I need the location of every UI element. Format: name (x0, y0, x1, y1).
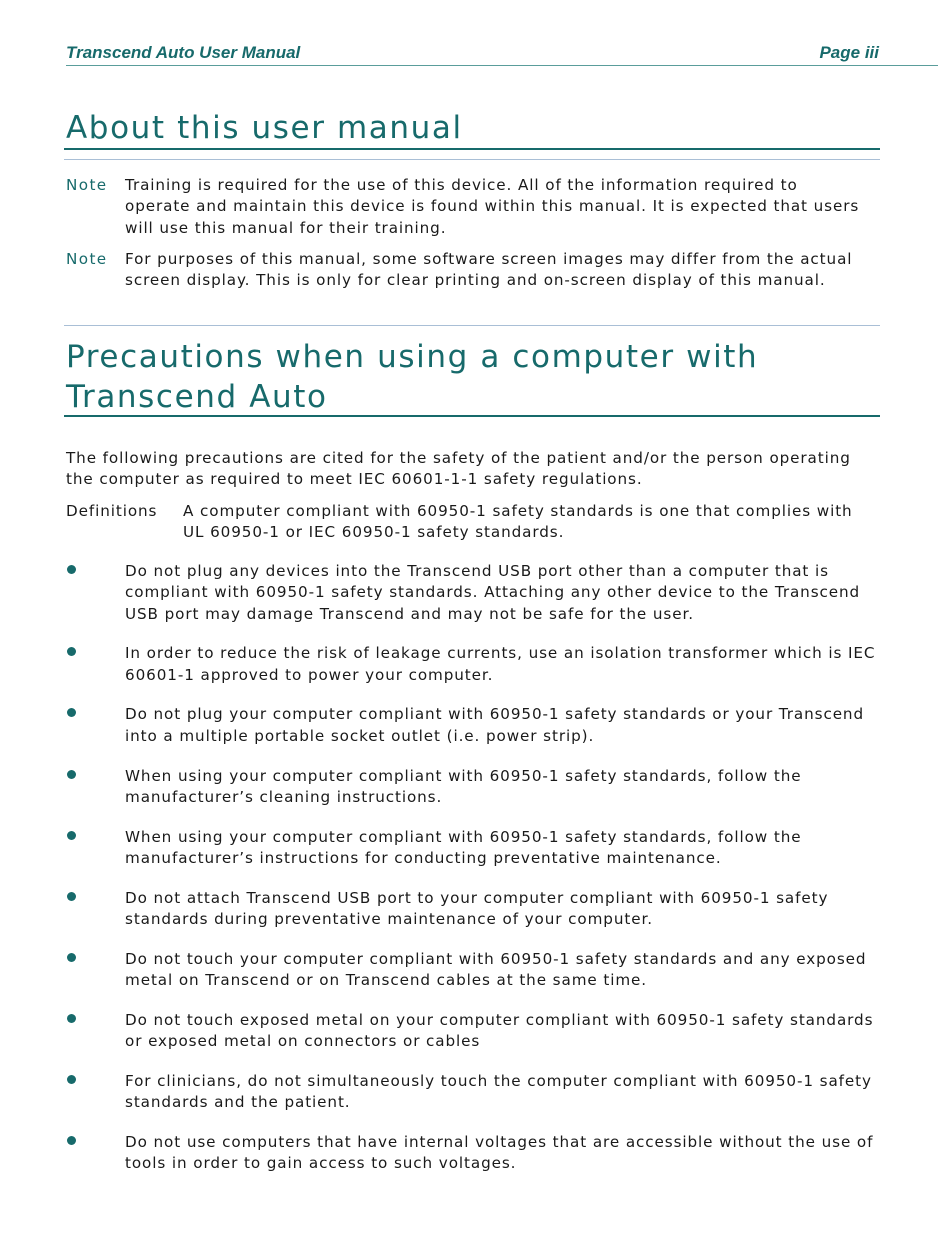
list-item (66, 827, 880, 870)
list-item (66, 949, 880, 992)
list-item-text: For clinicians, do not simultaneously touch the computer compliant with 60950-1 safety standards and the patient. (125, 1072, 872, 1112)
document-title: Transcend Auto User Manual (66, 43, 301, 62)
list-item-text: When using your computer compliant with 60950-1 safety standards, follow the manufacturer’s cleaning instructions. (125, 766, 802, 806)
header-divider (66, 65, 938, 66)
bullet-icon (67, 892, 76, 901)
page-number: Page iii (819, 43, 879, 62)
definitions-text: A computer compliant with 60950-1 safety standards is one that complies with UL 60950-1 or IEC 60950-1 safety standards. (183, 502, 853, 542)
precautions-heading-underline (64, 415, 880, 417)
precautions-heading-line2: Transcend Auto (66, 379, 328, 415)
precautions-heading (66, 337, 880, 417)
note-label: Note (66, 250, 108, 268)
list-item-text: When using your computer compliant with 60950-1 safety standards, follow the manufacturer’s instructions for conducting preventative maintenance. (125, 827, 802, 867)
list-item (66, 1132, 880, 1175)
list-item-text: In order to reduce the risk of leakage currents, use an isolation transformer which is IEC 60601-1 approved to power your computer. (125, 644, 876, 684)
about-heading: About this user manual (66, 110, 463, 146)
bullet-icon (67, 1075, 76, 1084)
list-item (66, 561, 880, 625)
note-text: For purposes of this manual, some software screen images may differ from the actual screen display. This is only for clear printing and on-screen display of this manual. (125, 250, 853, 290)
about-heading-subline (64, 159, 880, 160)
note-text: Training is required for the use of this device. All of the information required to operate and maintain this device is found within this manual. It is expected that users will use this manual for their training. (125, 176, 860, 237)
bullet-icon (67, 647, 76, 656)
bullet-icon (67, 953, 76, 962)
list-item-text: Do not touch exposed metal on your computer compliant with 60950-1 safety standards or exposed metal on connectors or cables (125, 1010, 874, 1051)
precautions-list (66, 561, 880, 1193)
list-item-text: Do not plug your computer compliant with 60950-1 safety standards or your Transcend into a multiple portable socket outlet (i.e. power strip). (125, 705, 865, 745)
about-heading-underline (64, 148, 880, 150)
bullet-icon (67, 770, 76, 779)
bullet-icon (67, 565, 76, 574)
list-item (66, 704, 880, 747)
page-header (66, 42, 879, 66)
bullet-icon (67, 831, 76, 840)
precautions-heading-line1: Precautions when using a computer with (66, 339, 759, 375)
list-item (66, 888, 880, 931)
list-item (66, 766, 880, 809)
list-item (66, 643, 880, 686)
list-item-text: Do not touch your computer compliant with 60950-1 safety standards and any exposed metal on Transcend or on Transcend cables at the same time. (125, 949, 867, 990)
note-label: Note (66, 176, 108, 194)
list-item-text: Do not attach Transcend USB port to your computer compliant with 60950-1 safety standards during preventative maintenance of your computer. (125, 888, 829, 929)
precautions-intro: The following precautions are cited for the safety of the patient and/or the person operating the computer as required to meet IEC 60601-1-1 safety regulations. (66, 449, 851, 489)
list-item-text: Do not plug any devices into the Transcend USB port other than a computer that is compliant with 60950-1 safety standards. Attaching any other device to the Transcend USB port may damage Transcend and may not be safe for the user. (125, 562, 861, 623)
section-divider (64, 325, 880, 326)
list-item-text: Do not use computers that have internal voltages that are accessible without the use of tools in order to gain access to such voltages. (125, 1133, 874, 1173)
list-item (66, 1071, 880, 1114)
list-item (66, 1010, 880, 1053)
bullet-icon (67, 1014, 76, 1023)
definitions-label: Definitions (66, 502, 158, 520)
bullet-icon (67, 708, 76, 717)
bullet-icon (67, 1136, 76, 1145)
